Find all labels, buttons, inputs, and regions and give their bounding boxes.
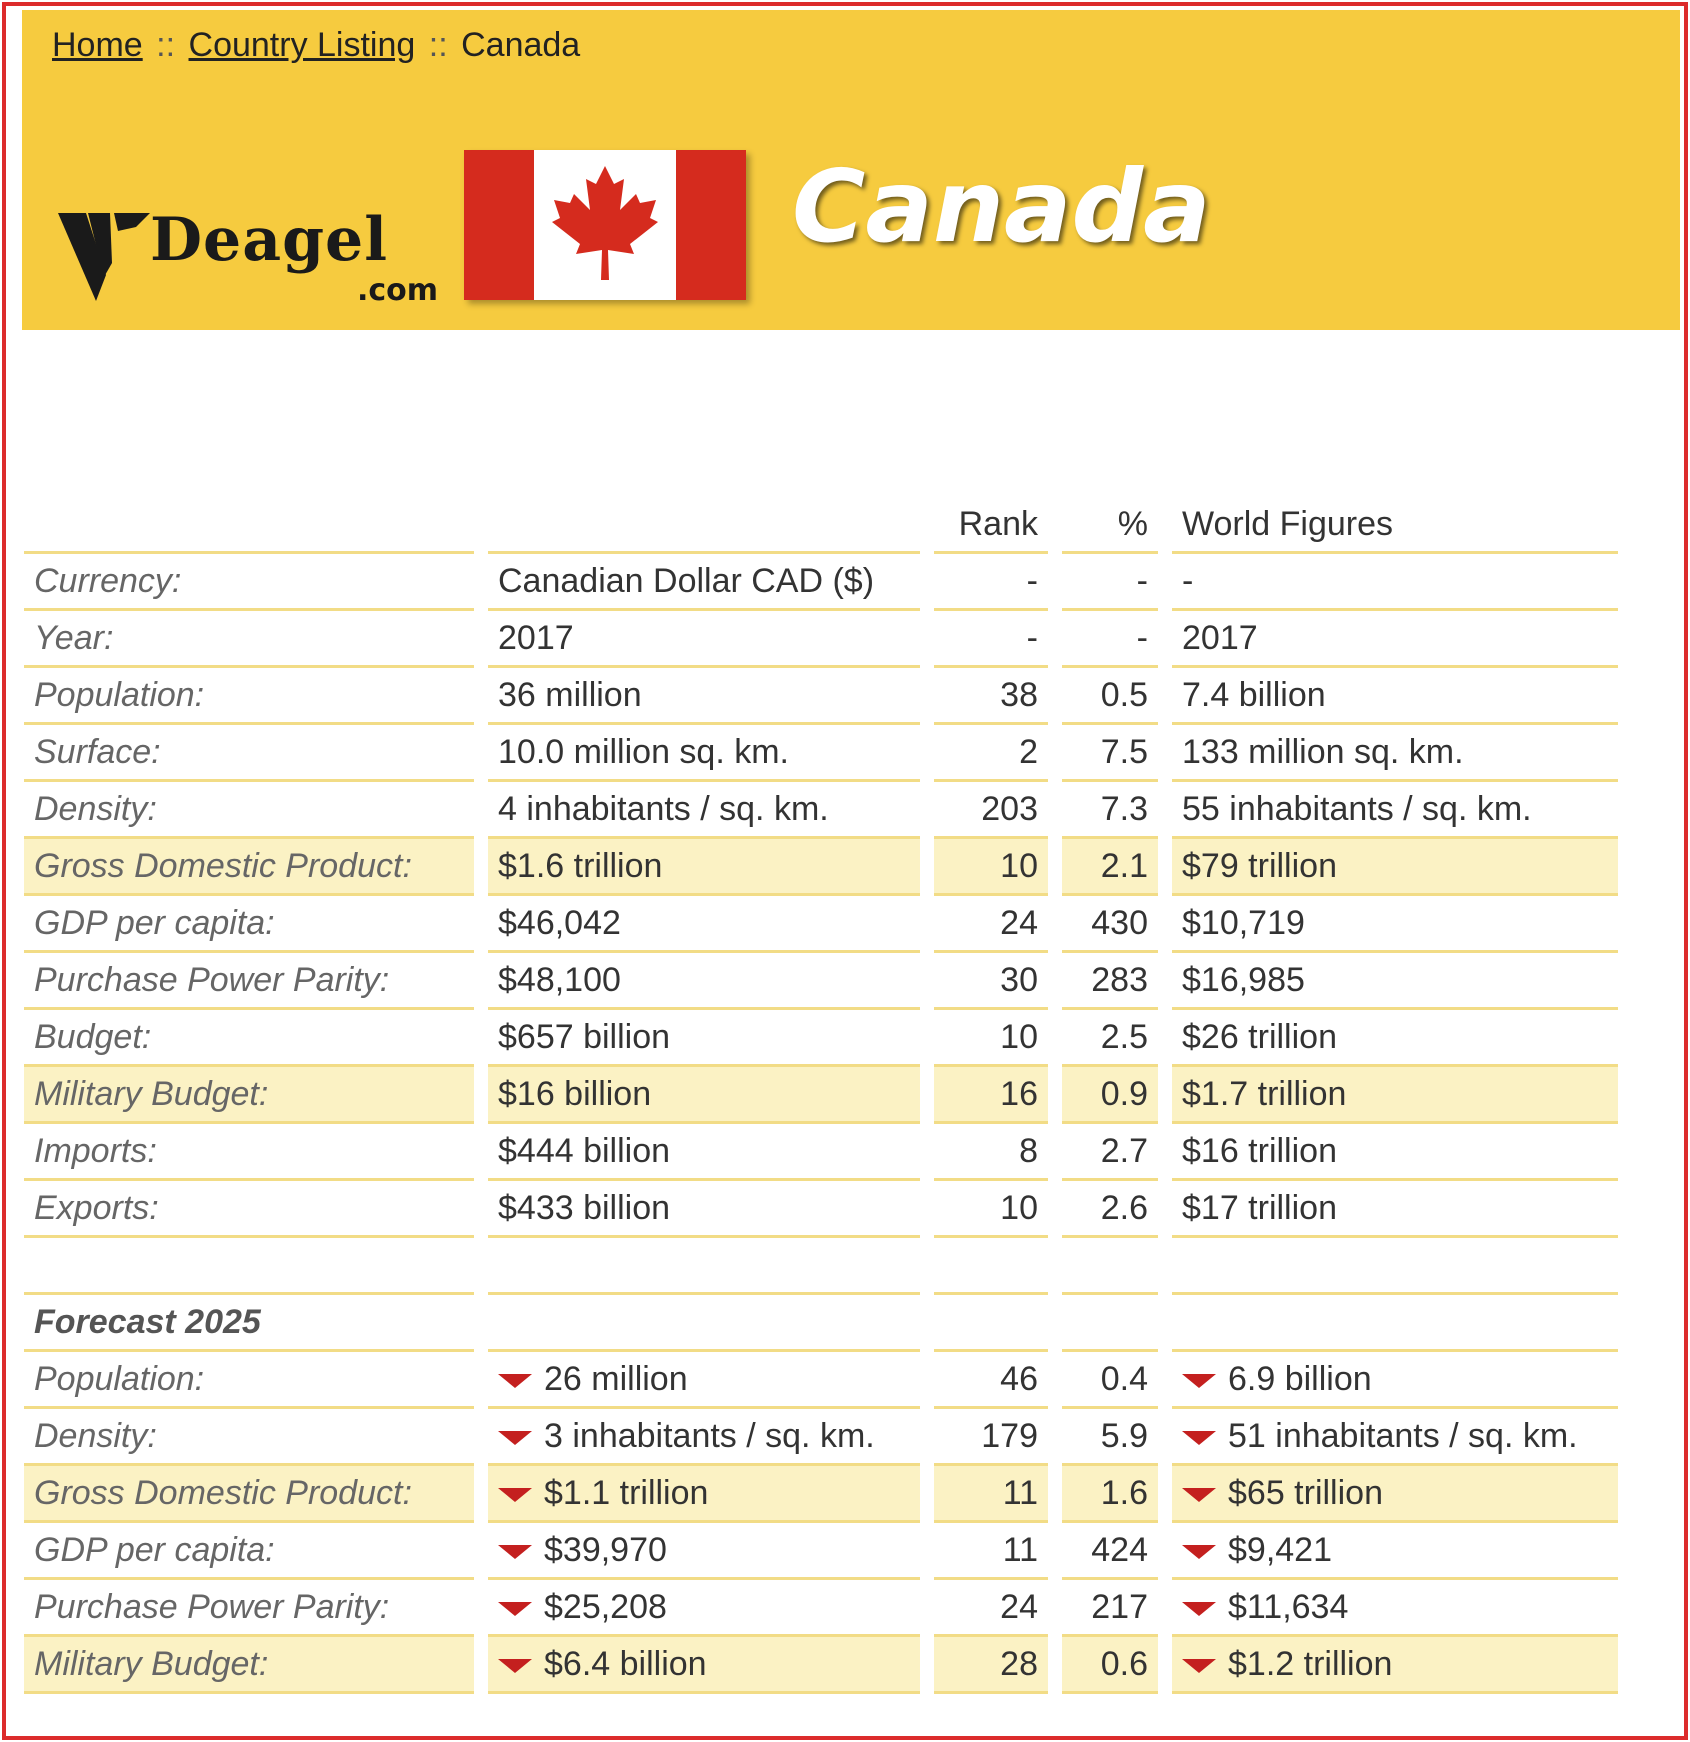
row-rank-text: 46	[1000, 1359, 1038, 1398]
row-world-figure	[1172, 1067, 1618, 1124]
row-percent	[1062, 1181, 1158, 1238]
forecast-row	[24, 1466, 1618, 1523]
table-row	[24, 896, 1618, 953]
table-row	[24, 1067, 1618, 1124]
table-row	[24, 554, 1618, 611]
row-label-text: Currency:	[34, 561, 182, 600]
row-percent-text: 7.5	[1100, 732, 1148, 771]
row-value	[488, 1637, 920, 1694]
row-label	[24, 668, 474, 725]
row-world-figure	[1172, 554, 1618, 611]
row-value	[488, 1010, 920, 1067]
breadcrumb	[52, 26, 580, 65]
row-value-text: $48,100	[498, 960, 621, 999]
row-rank-text: 16	[1000, 1074, 1038, 1113]
row-rank-text: 11	[1002, 1473, 1038, 1512]
row-world-figure	[1172, 953, 1618, 1010]
spacer-cell	[488, 1238, 920, 1295]
row-label-text: Military Budget:	[34, 1074, 269, 1113]
row-value-text: $444 billion	[498, 1131, 671, 1170]
row-rank	[934, 1181, 1048, 1238]
row-rank-text: -	[1026, 561, 1038, 600]
row-rank	[934, 1010, 1048, 1067]
row-percent	[1062, 839, 1158, 896]
row-label-text: Surface:	[34, 732, 161, 771]
row-world-figure-text: $1.2 trillion	[1228, 1644, 1393, 1683]
row-world-figure-text: 55 inhabitants / sq. km.	[1182, 789, 1532, 828]
table-header-row	[24, 497, 1618, 554]
row-value	[488, 1523, 920, 1580]
row-value-text: 4 inhabitants / sq. km.	[498, 789, 829, 828]
row-percent-text: 0.5	[1100, 675, 1148, 714]
row-percent	[1062, 725, 1158, 782]
row-label	[24, 1580, 474, 1637]
table-row	[24, 1010, 1618, 1067]
row-rank-text: 179	[981, 1416, 1038, 1455]
down-arrow-icon	[1182, 1545, 1216, 1559]
forecast-row	[24, 1352, 1618, 1409]
row-percent-text: 0.4	[1100, 1359, 1148, 1398]
row-rank-text: 30	[1000, 960, 1038, 999]
header-rank: Rank	[934, 497, 1048, 554]
header-percent: %	[1062, 497, 1158, 554]
row-percent	[1062, 1580, 1158, 1637]
down-arrow-icon	[1182, 1488, 1216, 1502]
row-rank	[934, 896, 1048, 953]
row-value-text: $16 billion	[498, 1074, 652, 1113]
row-value-text: 10.0 million sq. km.	[498, 732, 789, 771]
forecast-heading-cell	[1172, 1295, 1618, 1352]
row-percent	[1062, 1409, 1158, 1466]
down-arrow-icon	[1182, 1374, 1216, 1388]
down-arrow-icon	[498, 1488, 532, 1502]
header-label-cell	[24, 497, 474, 554]
logo-domain: .com	[356, 273, 438, 308]
row-percent	[1062, 782, 1158, 839]
forecast-title: Forecast 2025	[24, 1295, 474, 1352]
row-label	[24, 1352, 474, 1409]
row-world-figure	[1172, 839, 1618, 896]
spacer-cell	[1062, 1238, 1158, 1295]
row-value-text: $1.6 trillion	[498, 846, 663, 885]
row-rank-text: 10	[1000, 1017, 1038, 1056]
row-world-figure-text: $11,634	[1228, 1587, 1349, 1626]
forecast-heading-cell	[488, 1295, 920, 1352]
row-world-figure	[1172, 1466, 1618, 1523]
row-label-text: Gross Domestic Product:	[34, 846, 412, 885]
row-rank	[934, 1466, 1048, 1523]
down-arrow-icon	[498, 1602, 532, 1616]
row-percent-text: -	[1136, 561, 1148, 600]
row-world-figure-text: $17 trillion	[1182, 1188, 1337, 1227]
row-rank-text: 8	[1019, 1131, 1038, 1170]
row-label-text: Population:	[34, 1359, 205, 1398]
row-world-figure	[1172, 668, 1618, 725]
row-rank	[934, 782, 1048, 839]
row-percent	[1062, 1067, 1158, 1124]
row-rank-text: -	[1026, 618, 1038, 657]
row-value-text: $6.4 billion	[544, 1644, 707, 1683]
row-value	[488, 554, 920, 611]
row-rank	[934, 611, 1048, 668]
row-value	[488, 1067, 920, 1124]
row-world-figure-text: $16,985	[1182, 960, 1305, 999]
row-value	[488, 896, 920, 953]
row-label-text: GDP per capita:	[34, 903, 275, 942]
row-label	[24, 554, 474, 611]
row-label	[24, 1466, 474, 1523]
forecast-row	[24, 1523, 1618, 1580]
spacer-cell	[934, 1238, 1048, 1295]
row-label-text: Density:	[34, 1416, 157, 1455]
row-value-text: Canadian Dollar CAD ($)	[498, 561, 875, 600]
table-row	[24, 953, 1618, 1010]
row-percent-text: 7.3	[1100, 789, 1148, 828]
row-world-figure-text: $16 trillion	[1182, 1131, 1337, 1170]
row-label	[24, 1409, 474, 1466]
row-label	[24, 1124, 474, 1181]
row-rank	[934, 668, 1048, 725]
row-value-text: 36 million	[498, 675, 642, 714]
row-world-figure	[1172, 1637, 1618, 1694]
forecast-heading-cell	[934, 1295, 1048, 1352]
table-row	[24, 611, 1618, 668]
row-value-text: $39,970	[544, 1530, 667, 1569]
row-value	[488, 725, 920, 782]
table-row	[24, 1124, 1618, 1181]
row-world-figure-text: $79 trillion	[1182, 846, 1337, 885]
row-label	[24, 953, 474, 1010]
row-value	[488, 782, 920, 839]
row-world-figure-text: 2017	[1182, 618, 1258, 657]
row-percent	[1062, 554, 1158, 611]
forecast-row	[24, 1637, 1618, 1694]
down-arrow-icon	[1182, 1431, 1216, 1445]
table-row	[24, 1181, 1618, 1238]
row-value	[488, 953, 920, 1010]
row-value	[488, 1409, 920, 1466]
row-world-figure-text: $26 trillion	[1182, 1017, 1337, 1056]
row-rank-text: 2	[1019, 732, 1038, 771]
row-value-text: 2017	[498, 618, 574, 657]
row-rank-text: 24	[1000, 903, 1038, 942]
row-label	[24, 896, 474, 953]
row-label-text: Density:	[34, 789, 157, 828]
row-label	[24, 1523, 474, 1580]
row-label	[24, 1181, 474, 1238]
row-percent-text: 424	[1091, 1530, 1148, 1569]
row-rank-text: 11	[1002, 1530, 1038, 1569]
row-percent	[1062, 896, 1158, 953]
forecast-heading-row	[24, 1295, 1618, 1352]
row-world-figure	[1172, 1580, 1618, 1637]
row-value-text: $657 billion	[498, 1017, 671, 1056]
forecast-row	[24, 1580, 1618, 1637]
row-world-figure	[1172, 1409, 1618, 1466]
row-percent	[1062, 668, 1158, 725]
forecast-row	[24, 1409, 1618, 1466]
row-world-figure	[1172, 1523, 1618, 1580]
row-value	[488, 1580, 920, 1637]
row-rank-text: 24	[1000, 1587, 1038, 1626]
row-percent-text: 2.5	[1100, 1017, 1148, 1056]
row-rank	[934, 1352, 1048, 1409]
row-value	[488, 1466, 920, 1523]
row-rank	[934, 1409, 1048, 1466]
row-value-text: 26 million	[544, 1359, 688, 1398]
row-label-text: Military Budget:	[34, 1644, 269, 1683]
row-label-text: Year:	[34, 618, 114, 657]
row-percent	[1062, 611, 1158, 668]
row-value	[488, 839, 920, 896]
row-label	[24, 839, 474, 896]
row-percent-text: 5.9	[1100, 1416, 1148, 1455]
row-rank	[934, 554, 1048, 611]
row-rank	[934, 1067, 1048, 1124]
country-stats-table	[10, 497, 1632, 1694]
row-value-text: $1.1 trillion	[544, 1473, 709, 1512]
row-world-figure-text: 133 million sq. km.	[1182, 732, 1464, 771]
breadcrumb-home-link[interactable]: Home	[52, 26, 143, 64]
row-percent-text: 1.6	[1100, 1473, 1148, 1512]
row-world-figure-text: 51 inhabitants / sq. km.	[1228, 1416, 1578, 1455]
row-world-figure	[1172, 896, 1618, 953]
header-world-figures: World Figures	[1172, 497, 1618, 554]
deagel-logo-mark-icon	[58, 205, 158, 305]
deagel-logo[interactable]	[58, 205, 438, 315]
row-value-text: $25,208	[544, 1587, 667, 1626]
row-percent-text: 217	[1091, 1587, 1148, 1626]
row-percent-text: 2.7	[1100, 1131, 1148, 1170]
down-arrow-icon	[1182, 1602, 1216, 1616]
row-label	[24, 725, 474, 782]
row-label	[24, 1010, 474, 1067]
row-rank-text: 38	[1000, 675, 1038, 714]
row-percent	[1062, 1637, 1158, 1694]
breadcrumb-country-listing-link[interactable]: Country Listing	[188, 26, 416, 64]
row-world-figure-text: $65 trillion	[1228, 1473, 1383, 1512]
row-label-text: Imports:	[34, 1131, 157, 1170]
row-rank	[934, 1580, 1048, 1637]
down-arrow-icon	[498, 1374, 532, 1388]
spacer-row	[24, 1238, 1618, 1295]
row-world-figure	[1172, 611, 1618, 668]
down-arrow-icon	[498, 1431, 532, 1445]
header-value-cell	[488, 497, 920, 554]
row-percent	[1062, 1010, 1158, 1067]
row-label-text: Purchase Power Parity:	[34, 960, 390, 999]
row-value	[488, 1124, 920, 1181]
row-label-text: Gross Domestic Product:	[34, 1473, 412, 1512]
row-rank-text: 10	[1000, 846, 1038, 885]
country-title: Canada	[792, 148, 1211, 265]
row-percent-text: 2.6	[1100, 1188, 1148, 1227]
row-world-figure	[1172, 782, 1618, 839]
breadcrumb-current: Canada	[461, 26, 581, 64]
row-rank	[934, 1523, 1048, 1580]
row-percent	[1062, 1523, 1158, 1580]
row-world-figure-text: 6.9 billion	[1228, 1359, 1372, 1398]
down-arrow-icon	[498, 1545, 532, 1559]
row-percent-text: 2.1	[1100, 846, 1148, 885]
row-world-figure-text: $10,719	[1182, 903, 1305, 942]
table-row	[24, 725, 1618, 782]
row-label-text: Population:	[34, 675, 205, 714]
row-value	[488, 1352, 920, 1409]
row-label	[24, 611, 474, 668]
row-percent	[1062, 1124, 1158, 1181]
logo-wordmark: Deagel	[150, 205, 389, 275]
down-arrow-icon	[498, 1659, 532, 1673]
row-world-figure-text: -	[1182, 561, 1194, 600]
row-rank	[934, 1637, 1048, 1694]
table-row	[24, 839, 1618, 896]
row-value-text: $433 billion	[498, 1188, 671, 1227]
row-world-figure	[1172, 1352, 1618, 1409]
row-rank	[934, 839, 1048, 896]
row-world-figure	[1172, 1181, 1618, 1238]
table-row	[24, 782, 1618, 839]
row-percent	[1062, 953, 1158, 1010]
row-percent-text: 430	[1091, 903, 1148, 942]
row-percent	[1062, 1466, 1158, 1523]
row-rank	[934, 1124, 1048, 1181]
row-value	[488, 1181, 920, 1238]
spacer-cell	[1172, 1238, 1618, 1295]
row-value-text: $46,042	[498, 903, 621, 942]
row-label-text: Purchase Power Parity:	[34, 1587, 390, 1626]
row-percent-text: 283	[1091, 960, 1148, 999]
row-world-figure	[1172, 1124, 1618, 1181]
row-world-figure-text: $1.7 trillion	[1182, 1074, 1347, 1113]
down-arrow-icon	[1182, 1659, 1216, 1673]
row-value	[488, 611, 920, 668]
row-world-figure	[1172, 1010, 1618, 1067]
row-value	[488, 668, 920, 725]
row-rank-text: 203	[981, 789, 1038, 828]
spacer-cell	[24, 1238, 474, 1295]
row-label	[24, 1067, 474, 1124]
row-percent-text: 0.6	[1100, 1644, 1148, 1683]
row-world-figure	[1172, 725, 1618, 782]
row-world-figure-text: $9,421	[1228, 1530, 1332, 1569]
breadcrumb-separator: ::	[156, 26, 176, 64]
row-label-text: Exports:	[34, 1188, 159, 1227]
forecast-heading-cell	[1062, 1295, 1158, 1352]
row-label	[24, 782, 474, 839]
row-value-text: 3 inhabitants / sq. km.	[544, 1416, 875, 1455]
row-percent	[1062, 1352, 1158, 1409]
row-rank-text: 28	[1000, 1644, 1038, 1683]
row-world-figure-text: 7.4 billion	[1182, 675, 1326, 714]
row-label	[24, 1637, 474, 1694]
row-label-text: GDP per capita:	[34, 1530, 275, 1569]
row-label-text: Budget:	[34, 1017, 152, 1056]
row-rank-text: 10	[1000, 1188, 1038, 1227]
canada-flag-icon	[464, 150, 746, 300]
breadcrumb-separator: ::	[428, 26, 448, 64]
row-rank	[934, 953, 1048, 1010]
row-percent-text: 0.9	[1100, 1074, 1148, 1113]
table-row	[24, 668, 1618, 725]
row-percent-text: -	[1136, 618, 1148, 657]
row-rank	[934, 725, 1048, 782]
